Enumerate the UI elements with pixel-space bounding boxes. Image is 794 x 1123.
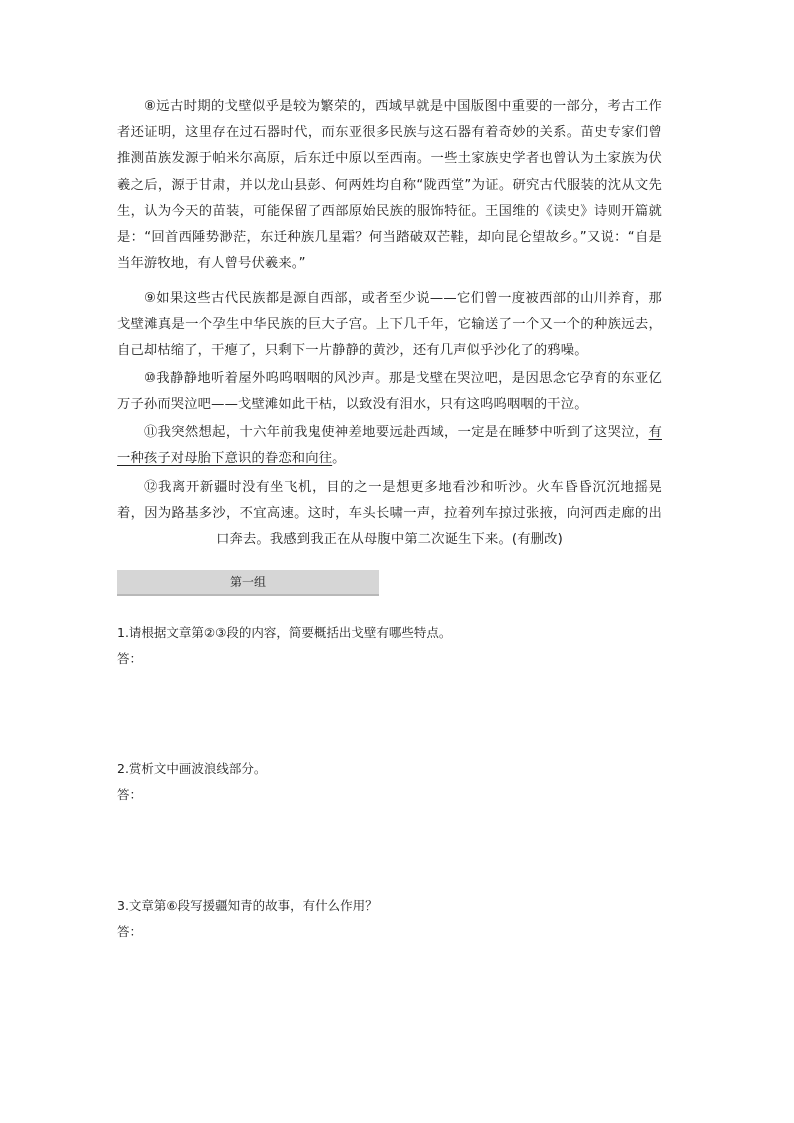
answer-label-3: 答： bbox=[117, 924, 143, 939]
paragraph-9: ⑨如果这些古代民族都是源自西部，或者至少说——它们曾一度被西部的山川养育，那戈壁滩真是一个孕生中华民族的巨大子宫。上下几千年，它输送了一个又一个的种族远去，自己却枯缩了，干瘪了，只剩下一片静静的黄沙，还有几声似乎沙化了的鸦噪。 bbox=[117, 291, 662, 359]
wavy-underlined-sentence: 有一种孩子对母胎下意识的眷恋和向往 bbox=[117, 425, 662, 467]
paragraph-11 bbox=[117, 420, 662, 472]
question-1: 1.请根据文章第②③段的内容，简要概括出戈壁有哪些特点。 bbox=[117, 625, 452, 640]
section-title: 第一组 bbox=[229, 575, 266, 589]
answer-label-2: 答： bbox=[117, 787, 143, 802]
question-3: 3.文章第⑥段写援疆知青的故事，有什么作用？ bbox=[117, 898, 378, 913]
section-header-bar bbox=[117, 570, 379, 596]
paragraph-8: ⑧远古时期的戈壁似乎是较为繁荣的，西域早就是中国版图中重要的一部分，考古工作者还证明，这里存在过石器时代，而东亚很多民族与这石器有着奇妙的关系。苗史专家们曾推测苗族发源于帕米尔高原，后东迁中原以至西南。一些土家族史学者也曾认为土家族为伏羲之后，源于甘肃，并以龙山县彭、何两姓均自称“陇西堂”为证。研究古代服装的沈从文先生，认为今天的苗装，可能保留了西部原始民族的服饰特征。王国维的《读史》诗则开篇就是：“回首西陲势渺茫，东迁种族几星霜？何当踏破双芒鞋，却向昆仑望故乡。”又说：“自是当年游牧地，有人曾号伏羲来。” bbox=[117, 99, 662, 272]
paragraph-11-end: 。 bbox=[332, 451, 346, 467]
answer-label-1: 答： bbox=[117, 651, 143, 666]
paragraph-11-start: ⑪我突然想起，十六年前我鬼使神差地要远赴西域，一定是在睡梦中听到了这哭泣， bbox=[144, 425, 649, 440]
question-2: 2.赏析文中画波浪线部分。 bbox=[117, 761, 267, 776]
paragraph-12: ⑫我离开新疆时没有坐飞机，目的之一是想更多地看沙和听沙。火车昏昏沉沉地摇晃着，因为路基多沙，不宜高速。这时，车头长啸一声，拉着列车掠过张掖，向河西走廊的出口奔去。我感到我正在从母腹中第二次诞生下来。(有删改) bbox=[117, 480, 662, 548]
paragraph-10: ⑩我静静地听着屋外呜呜咽咽的风沙声。那是戈壁在哭泣吧，是因思念它孕育的东亚亿万子孙而哭泣吧——戈壁滩如此干枯，以致没有泪水，只有这呜呜咽咽的干泣。 bbox=[117, 371, 662, 413]
